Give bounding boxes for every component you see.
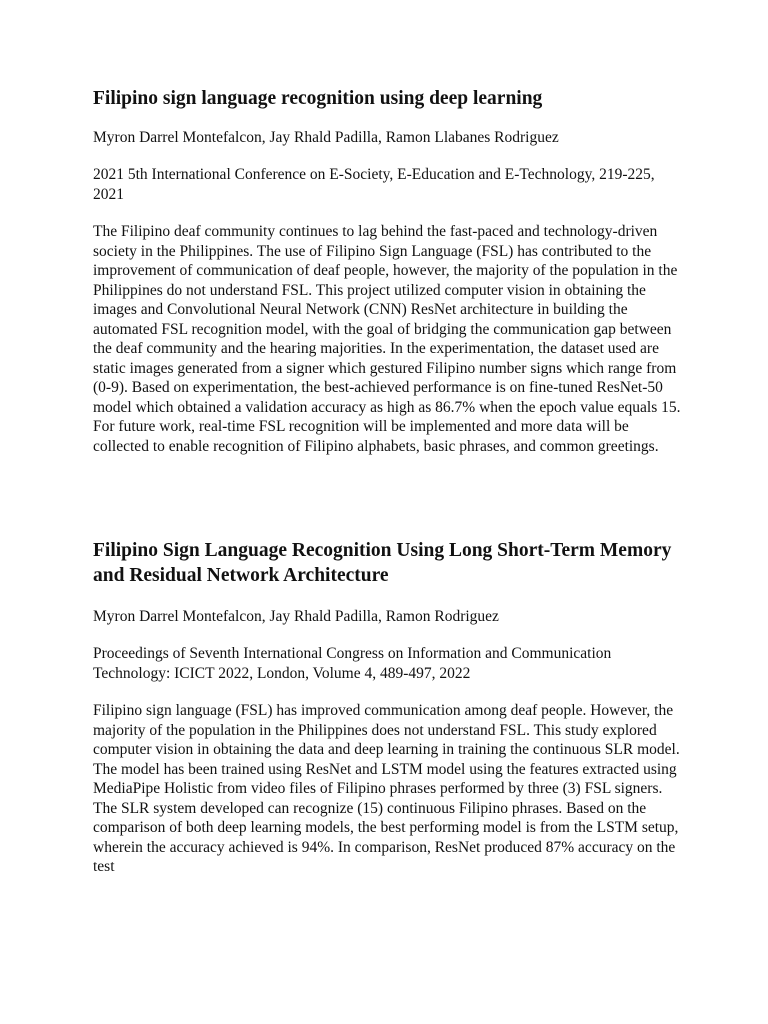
- paper-authors: Myron Darrel Montefalcon, Jay Rhald Padilla, Ramon Llabanes Rodriguez: [93, 129, 559, 146]
- document-page: [93, 86, 683, 877]
- paper-entry: [93, 538, 683, 877]
- paper-venue: Proceedings of Seventh International Congress on Information and Communication Technology: ICICT 2022, London, Volume 4, 489-497, 2022: [93, 645, 612, 682]
- paper-abstract: The Filipino deaf community continues to lag behind the fast-paced and technology-driven society in the Philippines. The use of Filipino Sign Language (FSL) has contributed to the improvement of communication of deaf people, however, the majority of the population in the Philippines do not understand FSL. This project utilized computer vision in obtaining the images and Convolutional Neural Network (CNN) ResNet architecture in building the automated FSL recognition model, with the goal of bridging the communication gap between the deaf community and the hearing majorities. In the experimentation, the dataset used are static images generated from a signer which gestured Filipino number signs which range from (0-9). Based on experimentation, the best-achieved performance is on fine-tuned ResNet-50 model which obtained a validation accuracy as high as 86.7% when the epoch value equals 15. For future work, real-time FSL recognition will be implemented and more data will be collected to enable recognition of Filipino alphabets, basic phrases, and common greetings.: [93, 223, 681, 455]
- paper-authors: Myron Darrel Montefalcon, Jay Rhald Padilla, Ramon Rodriguez: [93, 608, 499, 625]
- paper-abstract: Filipino sign language (FSL) has improved communication among deaf people. However, the majority of the population in the Philippines does not understand FSL. This study explored computer vision in obtaining the data and deep learning in training the continuous SLR model. The model has been trained using ResNet and LSTM model using the features extracted using MediaPipe Holistic from video files of Filipino phrases performed by three (3) FSL signers. The SLR system developed can recognize (15) continuous Filipino phrases. Based on the comparison of both deep learning models, the best performing model is from the LSTM setup, wherein the accuracy achieved is 94%. In comparison, ResNet produced 87% accuracy on the test: [93, 702, 680, 875]
- paper-title: Filipino Sign Language Recognition Using Long Short-Term Memory and Residual Network Architecture: [93, 540, 672, 586]
- paper-venue: 2021 5th International Conference on E-Society, E-Education and E-Technology, 219-225, 2021: [93, 166, 655, 203]
- paper-title: Filipino sign language recognition using deep learning: [93, 88, 543, 109]
- paper-entry: [93, 86, 683, 456]
